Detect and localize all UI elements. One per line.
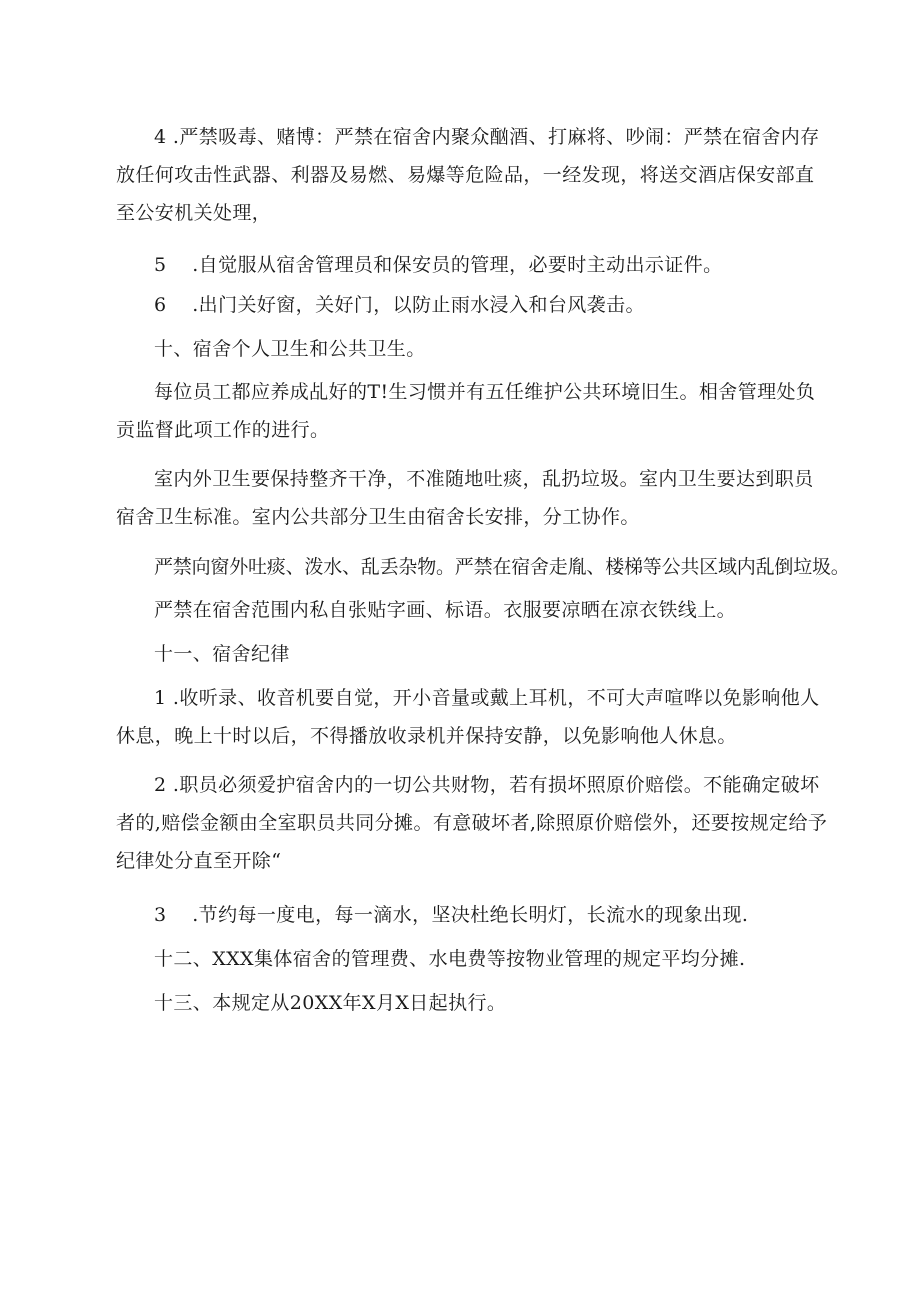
paragraph-discipline-3: 3 .节约每一度电，每一滴水，坚决杜绝长明灯，长流水的现象出现. [154, 904, 749, 926]
paragraph-rule-4: 4 .严禁吸毒、赌博：严禁在宿舍内聚众酗酒、打麻将、吵闹：严禁在宿舍内存放任何攻击性武器、利器及易燃、易爆等危险品，一经发现，将送交酒店保安部直至公安机关处理， [116, 126, 820, 224]
paragraph-rule-6: 6 .出门关好窗，关好门，以防止雨水浸入和台风袭击。 [154, 294, 645, 316]
section-heading-10: 十、宿舍个人卫生和公共卫生。 [154, 338, 426, 360]
section-heading-12: 十二、XXX集体宿舍的管理费、水电费等按物业管理的规定平均分摊. [154, 948, 746, 970]
paragraph-discipline-1: 1 .收听录、收音机要自觉，开小音量或戴上耳机，不可大声喧哗以免影响他人休息，晚上十时以后，不得播放收录机并保持安静，以免影响他人休息。 [116, 687, 820, 747]
paragraph-hygiene-1: 每位员工都应养成乩好的T!生习惯并有五任维护公共环境旧生。相舍管理处负贡监督此项工作的进行。 [116, 381, 816, 441]
section-heading-13: 十三、本规定从20XX年X月X日起执行。 [154, 992, 507, 1014]
paragraph-hygiene-3: 严禁向窗外吐痰、泼水、乱丢杂物。严禁在宿舍走胤、楼梯等公共区域内乱倒垃圾。 [154, 556, 850, 578]
paragraph-hygiene-2: 室内外卫生要保持整齐干净，不准随地吐痰，乱扔垃圾。室内卫生要达到职员宿舍卫生标准。室内公共部分卫生由宿舍长安排，分工协作。 [116, 468, 814, 528]
paragraph-hygiene-4: 严禁在宿舍范围内私自张贴字画、标语。衣服要凉晒在凉衣铁线上。 [154, 599, 737, 621]
paragraph-discipline-2: 2 .职员必须爱护宿舍内的一切公共财物，若有损坏照原价赔偿。不能确定破坏者的,赔偿金额由全室职员共同分摊。有意破坏者,除照原价赔偿外，还要按规定给予纪律处分直至开除“ [116, 774, 828, 872]
paragraph-rule-5: 5 .自觉服从宿舍管理员和保安员的管理，必要时主动出示证件。 [154, 254, 723, 276]
section-heading-11: 十一、宿舍纪律 [154, 643, 290, 665]
